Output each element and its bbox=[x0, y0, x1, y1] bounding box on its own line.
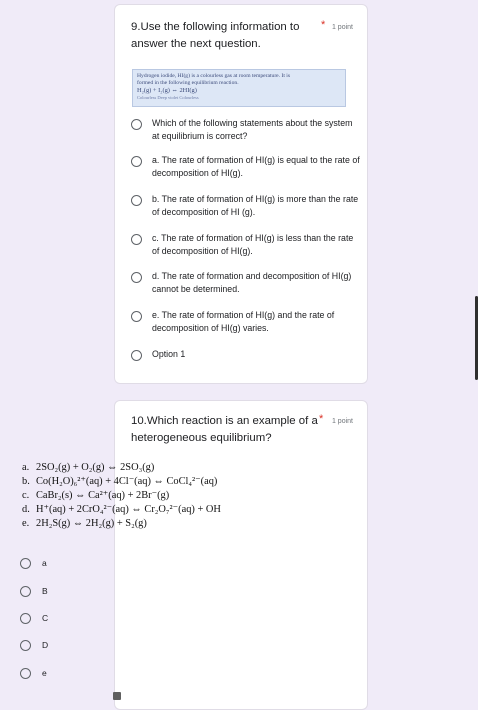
radio-button[interactable] bbox=[131, 272, 142, 283]
q10-option-b-label: B bbox=[42, 586, 48, 596]
info-equation: H₂(g) + I₂(g) ⇔ 2HI(g) bbox=[137, 87, 197, 94]
radio-button[interactable] bbox=[20, 613, 31, 624]
q10-option-d[interactable] bbox=[20, 640, 48, 651]
question-10-points: 1 point bbox=[331, 418, 353, 425]
radio-button[interactable] bbox=[20, 668, 31, 679]
info-line-1: Hydrogen iodide, HI(g) is a colourless gas at room temperature. It is bbox=[137, 73, 291, 79]
q9-option-1-label: Option 1 bbox=[152, 349, 186, 359]
q9-option-b[interactable] bbox=[131, 193, 361, 219]
radio-button[interactable] bbox=[20, 586, 31, 597]
reaction-d: d. H⁺(aq) + 2CrO₄²⁻(aq) ⇔ Cr₂O₇²⁻(aq) + OH bbox=[22, 504, 221, 515]
q10-option-a[interactable] bbox=[20, 558, 47, 569]
q10-option-e-label: e bbox=[42, 668, 47, 678]
q9-option-e-label: e. The rate of formation of HI(g) and the rate of decomposition of HI(g) varies. bbox=[152, 310, 335, 333]
q10-option-a-label: a bbox=[42, 558, 47, 568]
info-line-2: formed in the following equilibrium reaction. bbox=[137, 80, 239, 86]
q10-option-c[interactable] bbox=[20, 613, 48, 624]
q9-option-d-label: d. The rate of formation and decomposition of HI(g) cannot be determined. bbox=[152, 271, 352, 294]
question-9-info-image bbox=[132, 69, 346, 107]
q9-option-c[interactable] bbox=[131, 232, 361, 258]
q9-option-c-label: c. The rate of formation of HI(g) is less than the rate of decomposition of HI(g). bbox=[152, 233, 354, 256]
question-10-card bbox=[114, 400, 368, 710]
required-asterisk: * bbox=[319, 413, 324, 425]
q9-option-a-label: a. The rate of formation of HI(g) is equal to the rate of decomposition of HI(g). bbox=[152, 155, 360, 178]
reaction-a: a. 2SO₂(g) + O₂(g) ⇔ 2SO₃(g) bbox=[22, 462, 155, 473]
q10-option-d-label: D bbox=[42, 640, 49, 650]
reaction-c: c. CaBr₂(s) ⇔ Ca²⁺(aq) + 2Br⁻(g) bbox=[22, 490, 170, 501]
q10-option-e[interactable] bbox=[20, 668, 47, 679]
radio-button[interactable] bbox=[131, 195, 142, 206]
q9-option-d[interactable] bbox=[131, 270, 361, 296]
radio-button[interactable] bbox=[131, 119, 142, 130]
q10-option-b[interactable] bbox=[20, 586, 48, 597]
question-9-card bbox=[114, 4, 368, 384]
reaction-list bbox=[22, 461, 221, 531]
q9-option-0[interactable] bbox=[131, 117, 361, 143]
q9-option-e[interactable] bbox=[131, 309, 361, 335]
feedback-icon[interactable] bbox=[113, 692, 121, 700]
reaction-b: b. Co(H₂O)₆²⁺(aq) + 4Cl⁻(aq) ⇔ CoCl₄²⁻(aq) bbox=[22, 476, 218, 487]
radio-button[interactable] bbox=[20, 558, 31, 569]
question-9-title: 9.Use the following information to answer the next question. bbox=[131, 21, 300, 50]
question-9-points: 1 point bbox=[331, 24, 353, 31]
radio-button[interactable] bbox=[131, 311, 142, 322]
radio-button[interactable] bbox=[131, 156, 142, 167]
info-colours: Colourless Deep violet Colourless bbox=[137, 95, 199, 100]
required-asterisk: * bbox=[321, 19, 326, 31]
q9-option-a[interactable] bbox=[131, 154, 361, 180]
q9-option-0-label: Which of the following statements about the system at equilibrium is correct? bbox=[152, 118, 353, 141]
q9-option-1[interactable] bbox=[131, 348, 361, 361]
reaction-e: e. 2H₂S(g) ⇔ 2H₂(g) + S₂(g) bbox=[22, 518, 147, 529]
radio-button[interactable] bbox=[131, 234, 142, 245]
radio-button[interactable] bbox=[20, 640, 31, 651]
question-10-title: 10.Which reaction is an example of a heterogeneous equilibrium? bbox=[131, 415, 318, 444]
radio-button[interactable] bbox=[131, 350, 142, 361]
q9-option-b-label: b. The rate of formation of HI(g) is more than the rate of decomposition of HI (g). bbox=[152, 194, 359, 217]
q10-option-c-label: C bbox=[42, 613, 49, 623]
